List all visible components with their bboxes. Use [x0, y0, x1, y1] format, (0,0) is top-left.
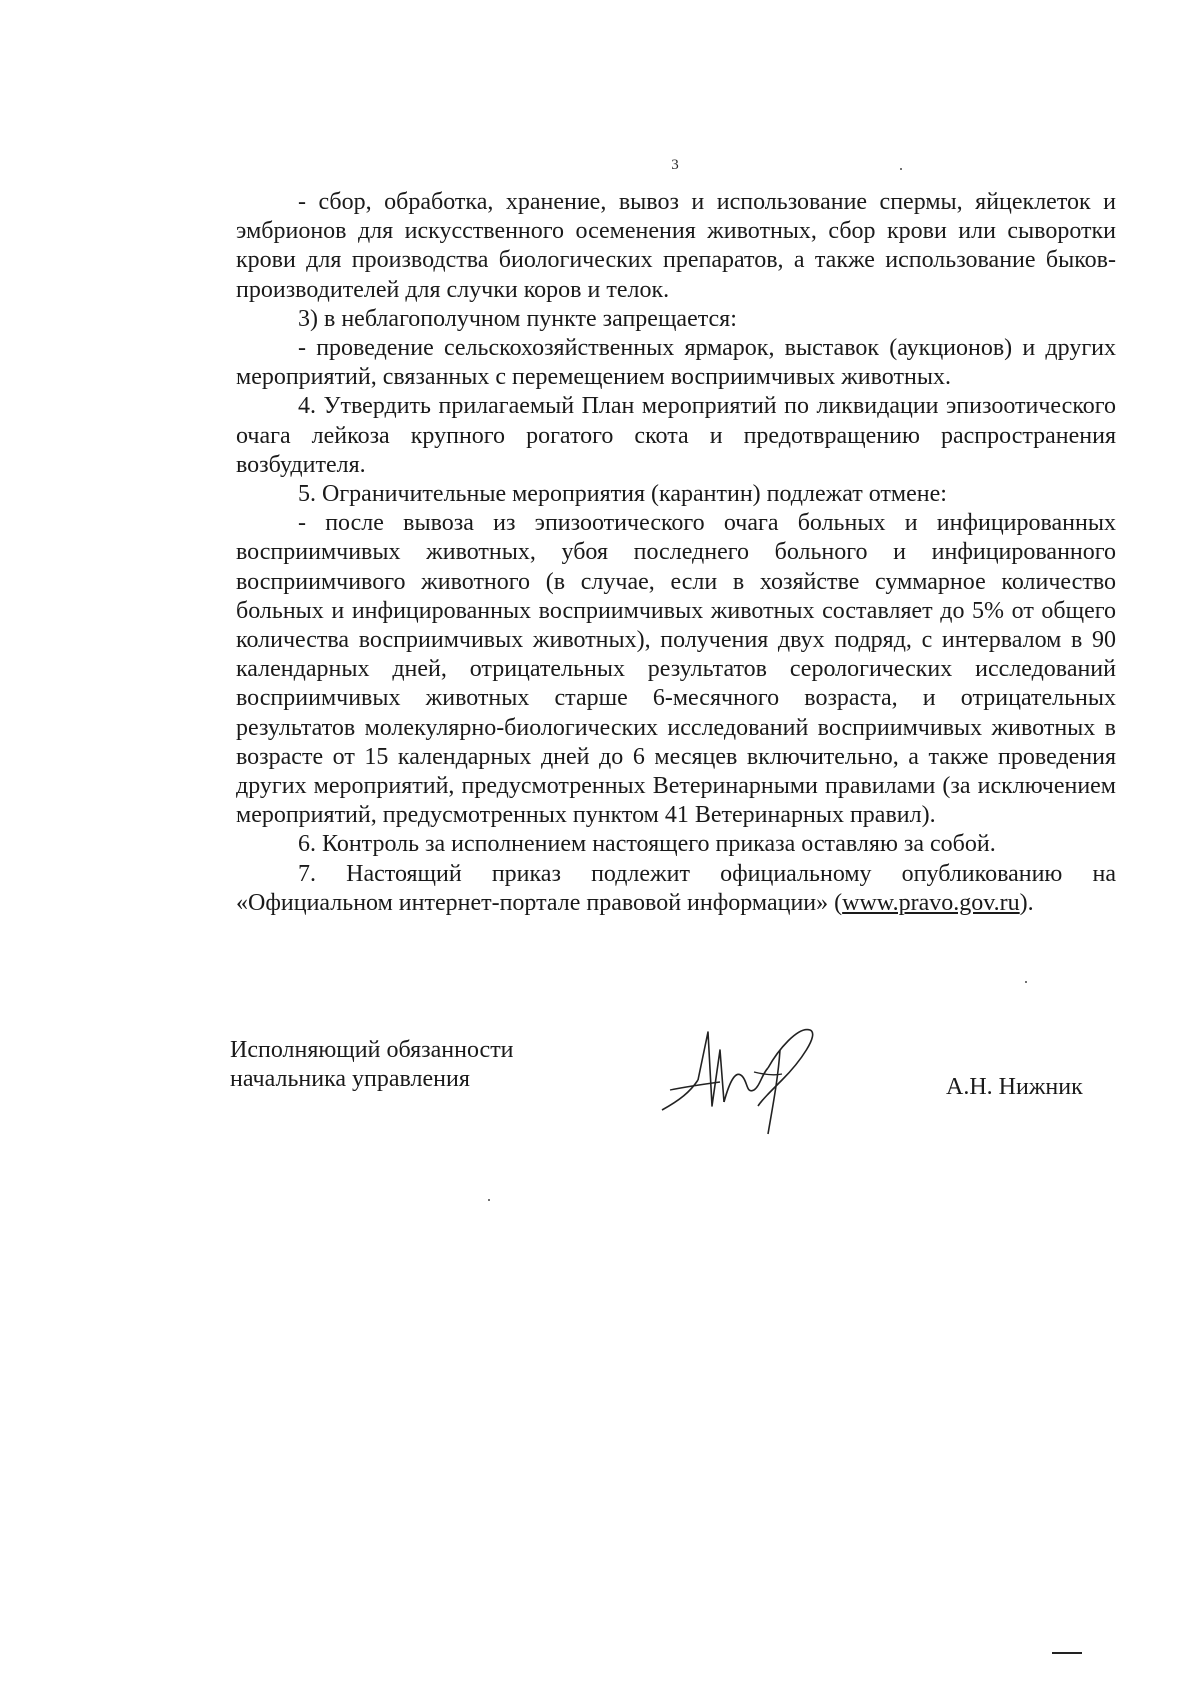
- paragraph: - проведение сельскохозяйственных ярмарок, выставок (аукционов) и других мероприятий, связанных с перемещением восприимчивых животных.: [236, 335, 1116, 391]
- signer-name: А.Н. Нижник: [946, 1074, 1083, 1100]
- publication-suffix: ).: [1019, 889, 1034, 916]
- paragraph-publication: [236, 860, 1116, 918]
- paragraph: 4. Утвердить прилагаемый План мероприятий по ликвидации эпизоотического очага лейкоза крупного рогатого скота и предотвращению распространения возбудителя.: [236, 393, 1116, 478]
- scan-speck: [1025, 981, 1027, 983]
- paragraph: 5. Ограничительные мероприятия (карантин) подлежат отмене:: [298, 481, 947, 508]
- paragraph: 3) в неблагополучном пункте запрещается:: [298, 305, 737, 332]
- paragraph: - сбор, обработка, хранение, вывоз и использование спермы, яйцеклеток и эмбрионов для искусственного осеменения животных, сбор крови или сыворотки крови для производства биологических препаратов, а также использование быков-производителей для случки коров и телок.: [236, 189, 1116, 303]
- position-line: Исполняющий обязанности: [230, 1037, 514, 1063]
- signer-position: [230, 1036, 514, 1094]
- publication-text: 7. Настоящий приказ подлежит официальному опубликованию на «Официальном интернет-портале правовой информации» (: [236, 860, 1116, 916]
- paragraph: - после вывоза из эпизоотического очага больных и инфицированных восприимчивых животных, убоя последнего больного и инфицированного восприимчивого животного (в случае, если в хозяйстве суммарное количество больных и инфицированных восприимчивых животных составляет до 5% от общего количества восприимчивых животных), получения двух подряд, с интервалом в 90 календарных дней, отрицательных результатов серологических исследований восприимчивых животных старше 6-месячного возраста, и отрицательных результатов молекулярно-биологических исследований восприимчивых животных в возрасте от 15 календарных дней до 6 месяцев включительно, а также проведения других мероприятий, предусмотренных Ветеринарными правилами (за исключением мероприятий, предусмотренных пунктом 41 Ветеринарных правил).: [236, 510, 1116, 829]
- scan-dash-mark: [1052, 1652, 1082, 1654]
- handwritten-signature: [650, 1010, 830, 1140]
- document-body: [236, 188, 1116, 918]
- position-line: начальника управления: [230, 1066, 470, 1092]
- portal-link[interactable]: www.pravo.gov.ru: [842, 889, 1020, 916]
- scan-speck: [488, 1199, 490, 1201]
- page-number: 3: [671, 157, 679, 173]
- scan-speck: [900, 168, 902, 170]
- paragraph: 6. Контроль за исполнением настоящего приказа оставляю за собой.: [298, 831, 996, 858]
